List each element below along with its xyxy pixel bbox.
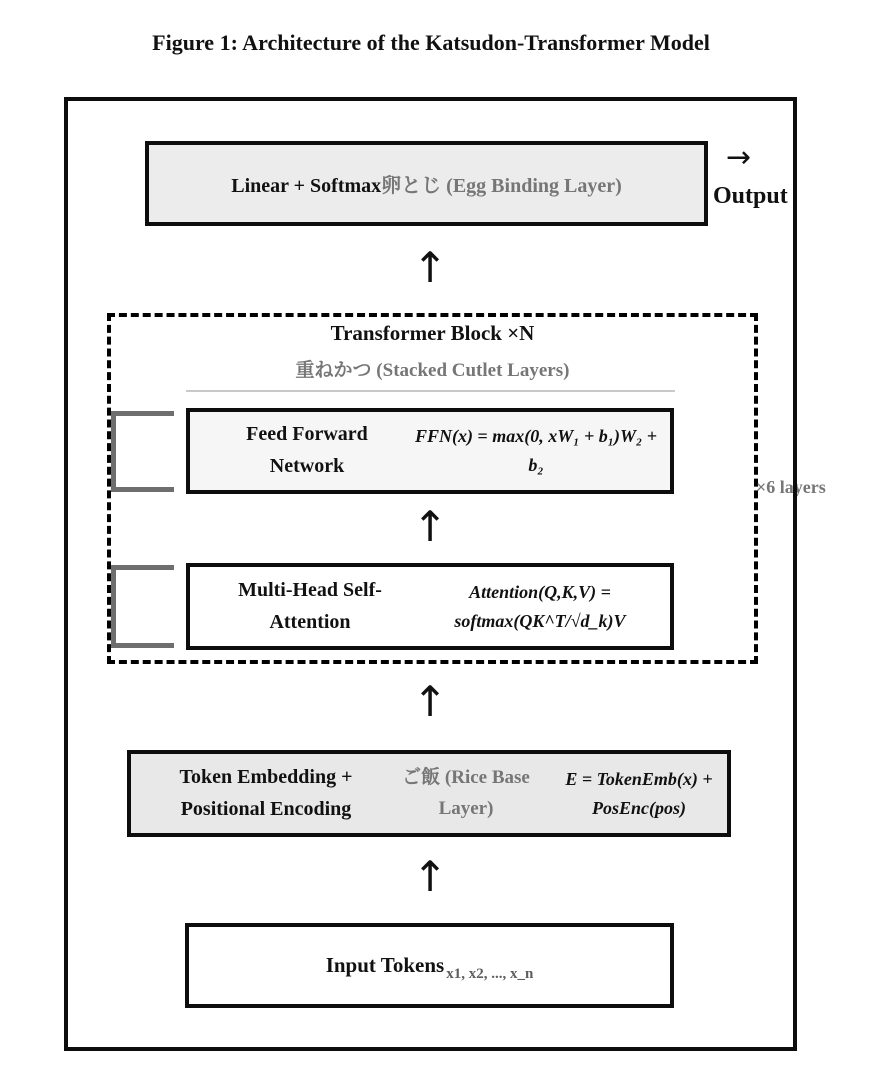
up-arrow-icon: ↑ bbox=[412, 243, 448, 292]
self-attention-formula: Attention(Q,K,V) = softmax(QK^T/√d_k)V bbox=[454, 581, 626, 631]
self-attention-content bbox=[190, 575, 670, 638]
transformer-block-subtitle: 重ねかつ (Stacked Cutlet Layers) bbox=[295, 360, 570, 381]
up-arrow-icon: ↑ bbox=[412, 677, 448, 726]
embedding-content bbox=[131, 762, 727, 825]
linear-softmax-block bbox=[145, 141, 708, 226]
feed-forward-label: Feed Forward Network bbox=[246, 423, 368, 477]
feed-forward-content bbox=[190, 419, 670, 482]
figure-title: Figure 1: Architecture of the Katsudon-Transformer Model bbox=[152, 30, 710, 55]
up-arrow-icon: ↑ bbox=[412, 852, 448, 901]
up-arrow-icon: ↑ bbox=[412, 502, 448, 551]
input-tokens-subscript: x1, x2, ..., x_n bbox=[446, 966, 534, 982]
stack-bracket-icon bbox=[111, 565, 174, 648]
transformer-block-divider bbox=[186, 390, 675, 392]
input-tokens-label: Input Tokens bbox=[325, 953, 445, 977]
feed-forward-formula bbox=[402, 422, 670, 480]
linear-softmax-label-en: Linear + Softmax bbox=[231, 175, 382, 197]
transformer-block-title: Transformer Block ×N bbox=[330, 321, 535, 345]
input-tokens-content bbox=[189, 953, 670, 982]
stack-bracket-icon bbox=[111, 411, 174, 492]
feed-forward-block bbox=[186, 408, 674, 494]
self-attention-block bbox=[186, 563, 674, 650]
embedding-formula: E = TokenEmb(x) + PosEnc(pos) bbox=[565, 768, 713, 818]
feed-forward-formula-line2: b₂ bbox=[528, 455, 544, 475]
self-attention-label: Multi-Head Self-Attention bbox=[238, 578, 382, 633]
input-tokens-block bbox=[185, 923, 674, 1008]
output-label: Output bbox=[713, 183, 788, 209]
layers-count-note: ×6 layers bbox=[756, 477, 826, 497]
right-arrow-icon: → bbox=[726, 140, 752, 175]
linear-softmax-label bbox=[149, 169, 704, 198]
embedding-label: Token Embedding + Positional Encoding bbox=[179, 765, 353, 820]
embedding-label-jp: ご飯 (Rice Base Layer) bbox=[402, 767, 530, 819]
embedding-block bbox=[127, 750, 731, 837]
linear-softmax-label-jp: 卵とじ (Egg Binding Layer) bbox=[381, 175, 622, 197]
feed-forward-formula-line1: FFN(x) = max(0, xW₁ + b₁)W₂ + bbox=[414, 426, 658, 447]
